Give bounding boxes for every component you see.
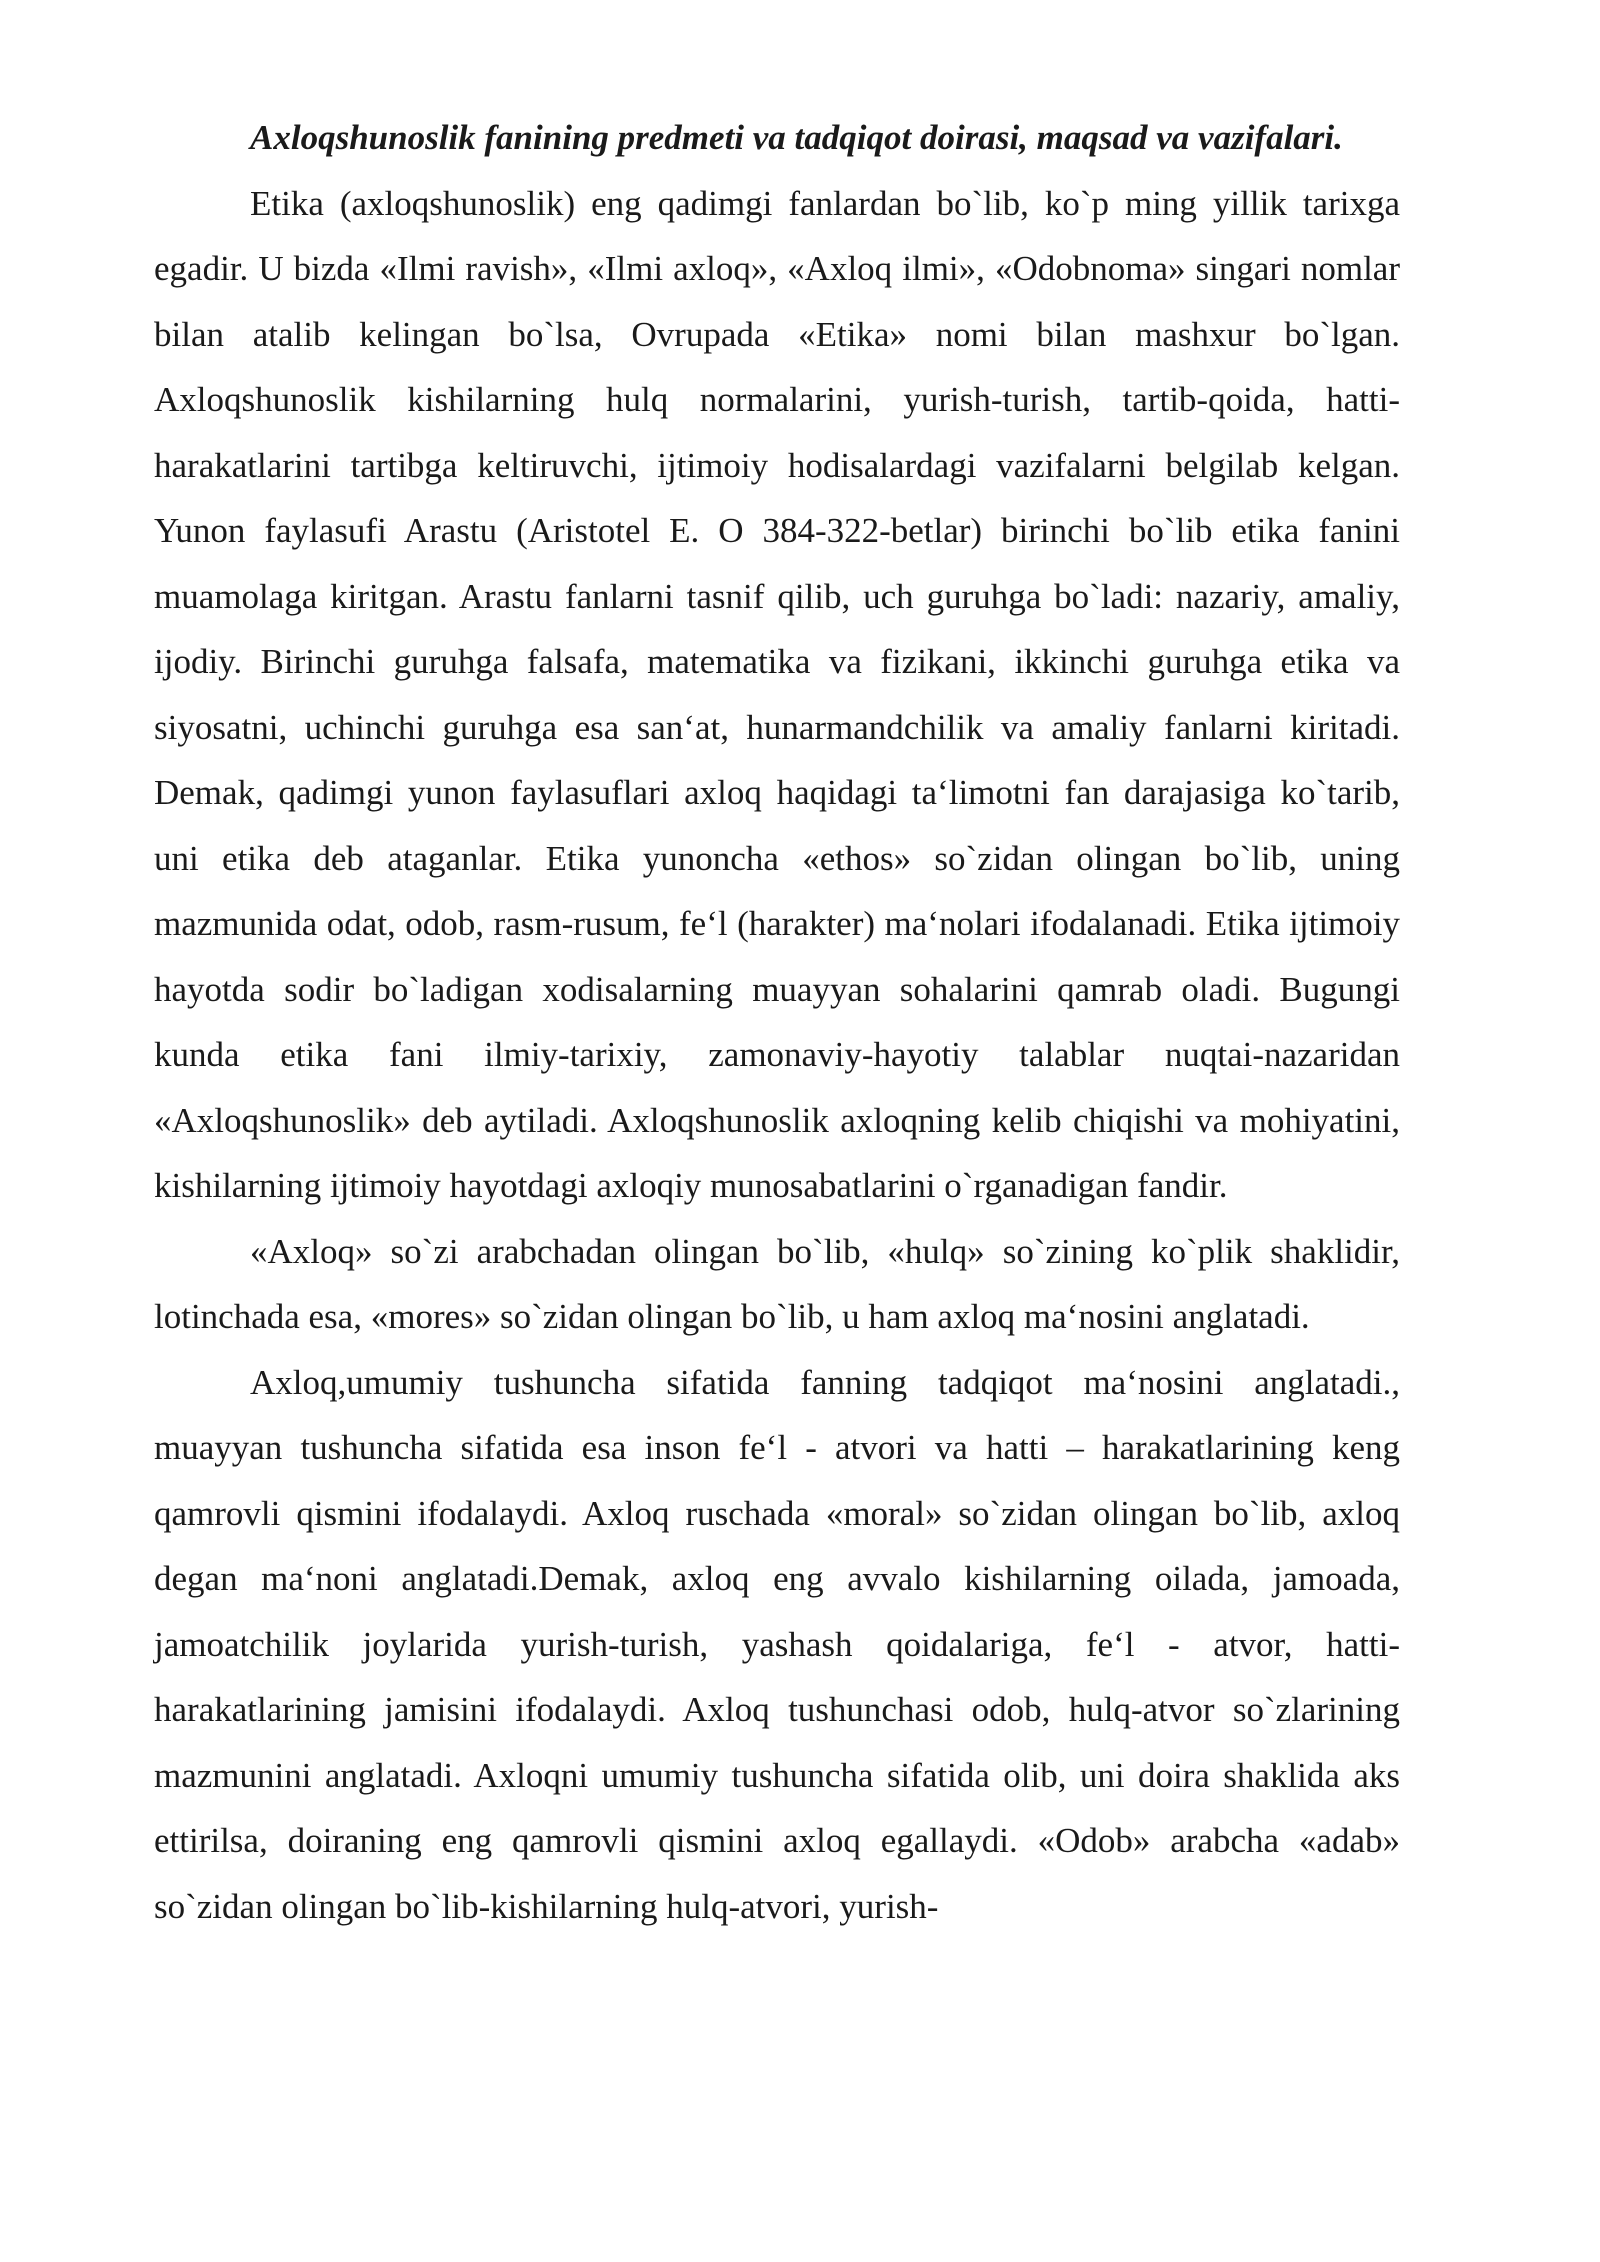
document-page	[154, 105, 1400, 1939]
paragraph-3: Axloq,umumiy tushuncha sifatida fanning tadqiqot ma‘nosini anglatadi., muayyan tushuncha sifatida esa inson fe‘l - atvori va hatti – harakatlarining keng qamrovli qismini ifodalaydi. Axloq ruschada «moral» so`zidan olingan bo`lib, axloq degan ma‘noni anglatadi.Demak, axloq eng avvalo kishilarning oilada, jamoada, jamoatchilik joylarida yurish-turish, yashash qoidalariga, fe‘l - atvor, hatti-harakatlarining jamisini ifodalaydi. Axloq tushunchasi odob, hulq-atvor so`zlarining mazmunini anglatadi. Axloqni umumiy tushuncha sifatida olib, uni doira shaklida aks ettirilsa, doiraning eng qamrovli qismini axloq egallaydi. «Odob» arabcha «adab» so`zidan olingan bo`lib-kishilarning hulq-atvori, yurish-	[154, 1362, 1400, 1926]
paragraph-1: Etika (axloqshunoslik) eng qadimgi fanlardan bo`lib, ko`p ming yillik tarixga egadir. U bizda «Ilmi ravish», «Ilmi axloq», «Axloq ilmi», «Odobnoma» singari nomlar bilan atalib kelingan bo`lsa, Ovrupada «Etika» nomi bilan mashxur bo`lgan. Axloqshunoslik kishilarning hulq normalarini, yurish-turish, tartib-qoida, hatti-harakatlarini tartibga keltiruvchi, ijtimoiy hodisalardagi vazifalarni belgilab kelgan. Yunon faylasufi Arastu (Aristotel E. O 384-322-betlar) birinchi bo`lib etika fanini muamolaga kiritgan. Arastu fanlarni tasnif qilib, uch guruhga bo`ladi: nazariy, amaliy, ijodiy. Birinchi guruhga falsafa, matematika va fizikani, ikkinchi guruhga etika va siyosatni, uchinchi guruhga esa san‘at, hunarmandchilik va amaliy fanlarni kiritadi. Demak, qadimgi yunon faylasuflari axloq haqidagi ta‘limotni fan darajasiga ko`tarib, uni etika deb ataganlar. Etika yunoncha «ethos» so`zidan olingan bo`lib, uning mazmunida odat, odob, rasm-rusum, fe‘l (harakter) ma‘nolari ifodalanadi. Etika ijtimoiy hayotda sodir bo`ladigan xodisalarning muayyan sohalarini qamrab oladi. Bugungi kunda etika fani ilmiy-tarixiy, zamonaviy-hayotiy talablar nuqtai-nazaridan «Axloqshunoslik» deb aytiladi. Axloqshunoslik axloqning kelib chiqishi va mohiyatini, kishilarning ijtimoiy hayotdagi axloqiy munosabatlarini o`rganadigan fandir.	[154, 183, 1400, 1205]
document-title: Axloqshunoslik fanining predmeti va tadqiqot doirasi, maqsad va vazifalari.	[250, 118, 1343, 157]
paragraph-2: «Axloq» so`zi arabchadan olingan bo`lib, «hulq» so`zining ko`plik shaklidir, lotinchada esa, «mores» so`zidan olingan bo`lib, u ham axloq ma‘nosini anglatadi.	[154, 1231, 1400, 1336]
